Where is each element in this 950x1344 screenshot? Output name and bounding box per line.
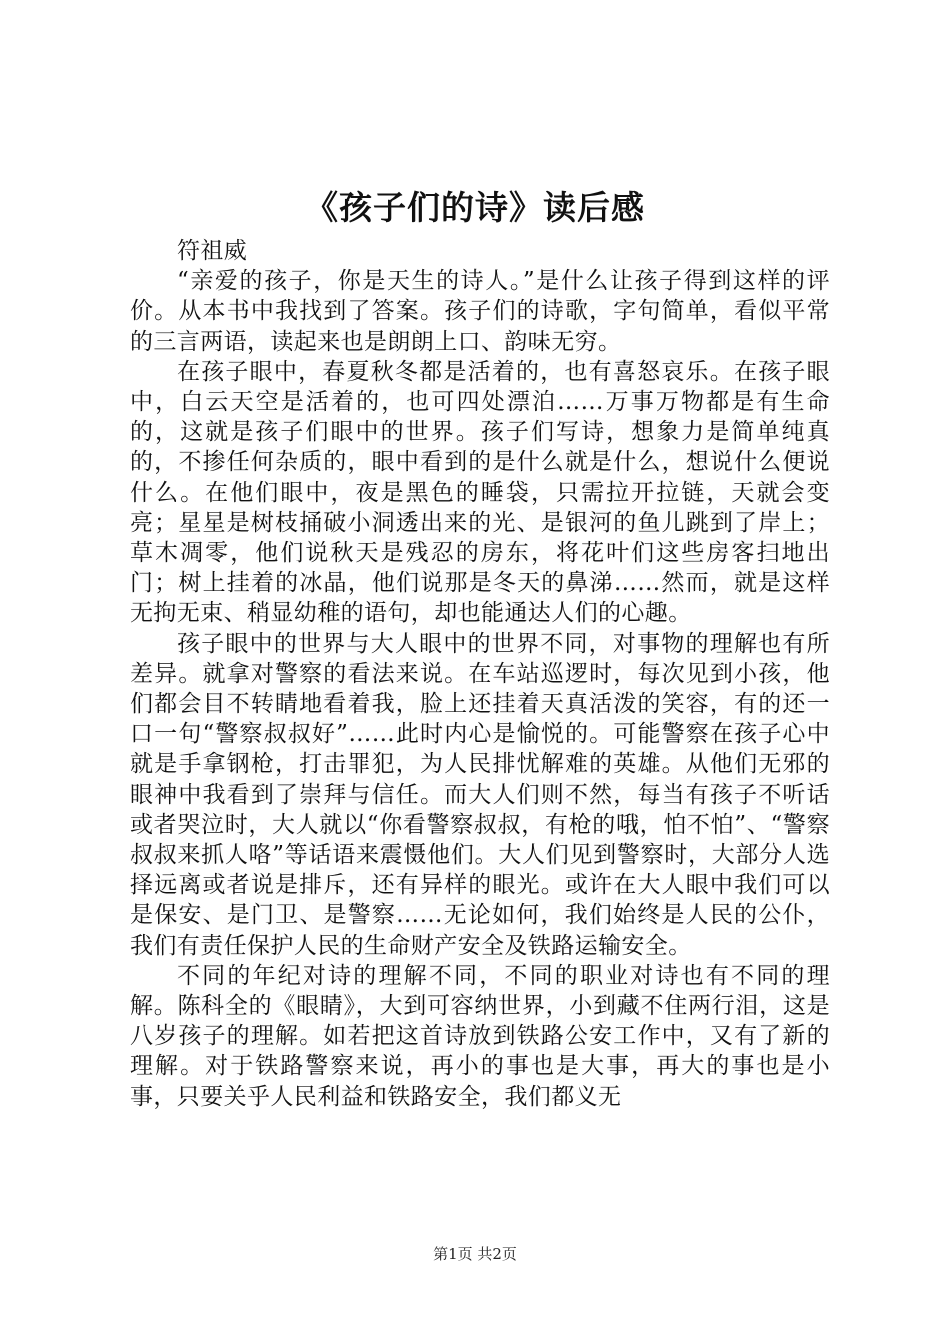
- document-body: [130, 236, 830, 1112]
- paragraph: “亲爱的孩子，你是天生的诗人。”是什么让孩子得到这样的评价。从本书中我找到了答案。孩子们的诗歌，字句简单，看似平常的三言两语，读起来也是朗朗上口、韵味无穷。: [130, 268, 830, 355]
- document-title: 《孩子们的诗》读后感: [305, 188, 645, 227]
- paragraph: 在孩子眼中，春夏秋冬都是活着的，也有喜怒哀乐。在孩子眼中，白云天空是活着的，也可四处漂泊……万事万物都是有生命的，这就是孩子们眼中的世界。孩子们写诗，想象力是简单纯真的，不掺任何杂质的，眼中看到的是什么就是什么，想说什么便说什么。在他们眼中，夜是黑色的睡袋，只需拉开拉链，天就会变亮；星星是树枝捅破小洞透出来的光、是银河的鱼儿跳到了岸上；草木凋零，他们说秋天是残忍的房东，将花叶们这些房客扫地出门；树上挂着的冰晶，他们说那是冬天的鼻涕……然而，就是这样无拘无束、稍显幼稚的语句，却也能通达人们的心趣。: [130, 358, 830, 627]
- author-name: 符祖威: [177, 238, 248, 264]
- paragraph: 不同的年纪对诗的理解不同，不同的职业对诗也有不同的理解。陈科全的《眼睛》，大到可容纳世界，小到藏不住两行泪，这是八岁孩子的理解。如若把这首诗放到铁路公安工作中，又有了新的理解。对于铁路警察来说，再小的事也是大事，再大的事也是小事，只要关乎人民利益和铁路安全，我们都义无: [130, 962, 830, 1110]
- paragraph: 孩子眼中的世界与大人眼中的世界不同，对事物的理解也有所差异。就拿对警察的看法来说。在车站巡逻时，每次见到小孩，他们都会目不转睛地看着我，脸上还挂着天真活泼的笑容，有的还一口一句“警察叔叔好”……此时内心是愉悦的。可能警察在孩子心中就是手拿钢枪，打击罪犯，为人民排忧解难的英雄。从他们无邪的眼神中我看到了崇拜与信任。而大人们则不然，每当有孩子不听话或者哭泣时，大人就以“你看警察叔叔，有枪的哦，怕不怕”、“警察叔叔来抓人咯”等话语来震慑他们。大人们见到警察时，大部分人选择远离或者说是排斥，还有异样的眼光。或许在大人眼中我们可以是保安、是门卫、是警察……无论如何，我们始终是人民的公仆，我们有责任保护人民的生命财产安全及铁路运输安全。: [130, 630, 830, 959]
- page-number-footer: 第1页 共2页: [433, 1245, 517, 1263]
